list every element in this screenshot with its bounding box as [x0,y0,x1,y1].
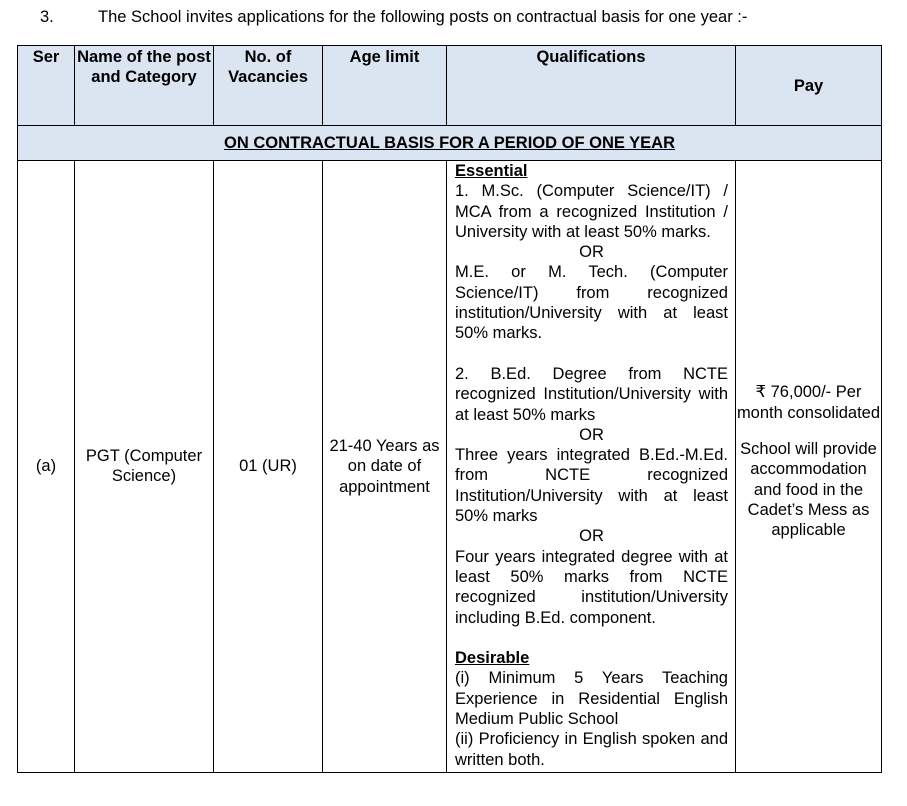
cell-age: 21-40 Years as on date of appointment [323,161,447,773]
section-row [18,126,882,161]
pay-salary: ₹ 76,000/- Per month consolidated [736,383,881,422]
or-separator: OR [579,527,604,546]
desirable-item-1: (i) Minimum 5 Years Teaching Experience in Residential English Medium Public School [455,669,728,729]
section-title: ON CONTRACTUAL BASIS FOR A PERIOD OF ONE YEAR [18,126,882,161]
or-separator: OR [579,243,604,262]
essential-item-2: 2. B.Ed. Degree from NCTE recognized Institution/University with at least 50% marks [455,364,728,424]
essential-item-1b: M.E. or M. Tech. (Computer Science/IT) from recognized institution/University with at least 50% marks. [455,263,728,343]
header-age: Age limit [323,46,447,126]
essential-item-1: 1. M.Sc. (Computer Science/IT) / MCA from a recognized Institution / University with at least 50% marks. [455,182,728,241]
vacancy-table [17,45,882,773]
header-vacancies: No. of Vacancies [214,46,323,126]
header-post: Name of the post and Category [75,46,214,126]
essential-item-2b: Three years integrated B.Ed.-M.Ed. from NCTE recognized Institution/University with at least 50% marks [455,446,728,526]
pay-benefits: School will provide accommodation and food in the Cadet’s Mess as applicable [740,440,877,540]
or-separator: OR [579,425,604,444]
essential-heading: Essential [455,162,528,180]
table-row [18,161,882,773]
cell-post: PGT (Computer Science) [75,161,214,773]
essential-item-2c: Four years integrated degree with at least 50% marks from NCTE recognized institution/University including B.Ed. component. [455,547,728,627]
cell-vacancies: 01 (UR) [214,161,323,773]
header-qualifications: Qualifications [447,46,736,126]
desirable-heading: Desirable [455,649,530,668]
cell-ser: (a) [18,161,75,773]
intro-number: 3. [40,8,54,26]
desirable-item-2: (ii) Proficiency in English spoken and written both. [455,730,728,769]
cell-pay [736,161,882,773]
header-row [18,46,882,126]
header-pay: Pay [736,46,882,126]
cell-qualifications [447,161,736,773]
header-ser: Ser [18,46,75,126]
intro-line [0,4,907,30]
intro-text: The School invites applications for the following posts on contractual basis for one year :- [98,8,748,26]
